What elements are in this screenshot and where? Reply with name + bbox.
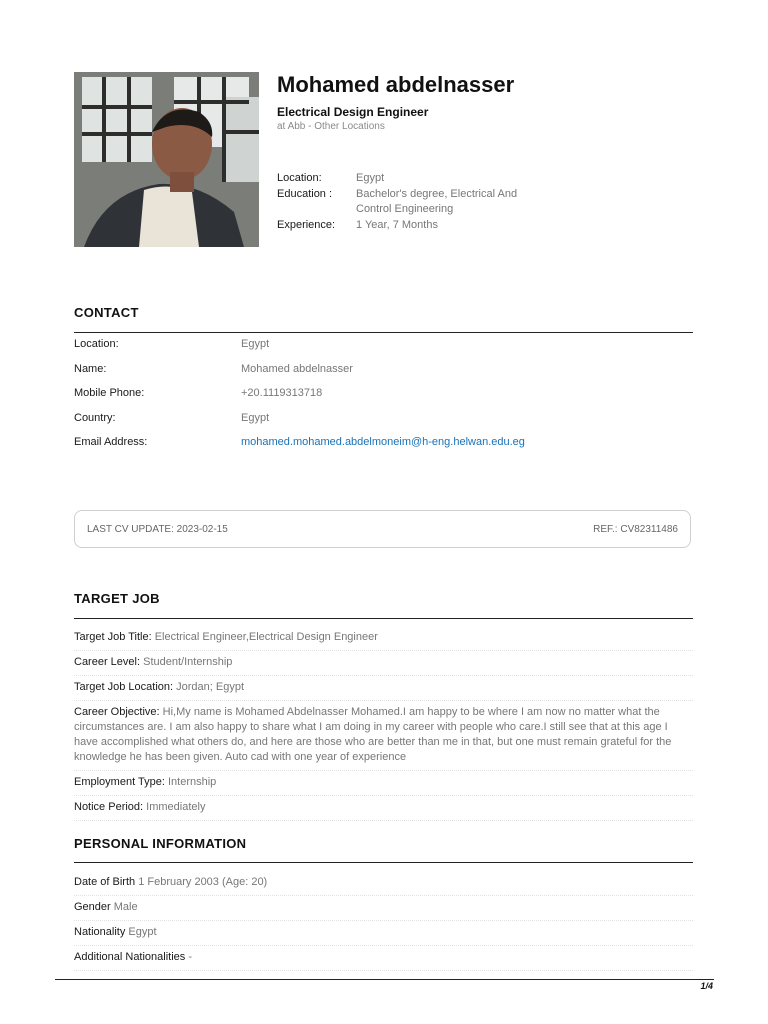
target-job-section-title: TARGET JOB bbox=[74, 591, 160, 606]
contact-divider bbox=[74, 332, 693, 333]
footer-divider bbox=[55, 979, 714, 980]
personal-item bbox=[74, 896, 693, 921]
target-job-item bbox=[74, 626, 693, 651]
contact-row-location bbox=[74, 337, 693, 362]
candidate-name: Mohamed abdelnasser bbox=[277, 72, 515, 97]
personal-value: - bbox=[188, 951, 193, 963]
personal-item bbox=[74, 921, 693, 946]
target-job-key: Career Objective: bbox=[74, 706, 160, 718]
target-job-key: Target Job Title: bbox=[74, 631, 152, 643]
target-job-item bbox=[74, 701, 693, 771]
page-number: 1/4 bbox=[700, 981, 713, 991]
target-job-key: Notice Period: bbox=[74, 801, 144, 813]
contact-row-country bbox=[74, 411, 693, 436]
personal-value: 1 February 2003 (Age: 20) bbox=[138, 876, 268, 888]
email-link[interactable]: mohamed.mohamed.abdelmoneim@h-eng.helwan.edu.eg bbox=[241, 436, 525, 448]
personal-key: Date of Birth bbox=[74, 876, 136, 888]
contact-section-title: CONTACT bbox=[74, 305, 139, 320]
target-job-key: Career Level: bbox=[74, 656, 141, 668]
cv-reference: REF.: CV82311486 bbox=[593, 523, 678, 535]
contact-label: Location: bbox=[74, 338, 119, 350]
contact-row-name bbox=[74, 362, 693, 387]
target-job-key: Target Job Location: bbox=[74, 681, 174, 693]
contact-list bbox=[74, 337, 693, 460]
summary-row-education bbox=[277, 187, 577, 217]
target-job-item bbox=[74, 796, 693, 821]
contact-value: +20.1119313718 bbox=[241, 387, 323, 399]
personal-divider bbox=[74, 862, 693, 863]
target-job-item bbox=[74, 676, 693, 701]
personal-item bbox=[74, 871, 693, 896]
summary-value: 1 Year, 7 Months bbox=[356, 219, 438, 231]
company-location: at Abb - Other Locations bbox=[277, 121, 385, 132]
target-job-list bbox=[74, 626, 693, 821]
target-job-item bbox=[74, 771, 693, 796]
target-job-item bbox=[74, 651, 693, 676]
summary-row-location bbox=[277, 171, 577, 186]
last-cv-update: LAST CV UPDATE: 2023-02-15 bbox=[87, 523, 228, 535]
summary-row-experience bbox=[277, 218, 577, 233]
profile-summary bbox=[277, 171, 577, 234]
personal-key: Nationality bbox=[74, 926, 126, 938]
target-job-value: Hi,My name is Mohamed Abdelnasser Mohamed.I am happy to be where I am now no matter what the circumstances are. I am also happy to share what I am doing in my career with people who care.I still see that at this age I have accomplished what others do, and here are those who are better than me in that, but one must remain grateful for the knowledge he has been given. Auto cad with one year of experience bbox=[74, 706, 672, 763]
target-job-value: Immediately bbox=[146, 801, 206, 813]
target-job-divider bbox=[74, 618, 693, 619]
job-title: Electrical Design Engineer bbox=[277, 105, 429, 119]
summary-label: Experience: bbox=[277, 219, 336, 231]
summary-value: Egypt bbox=[356, 172, 385, 184]
contact-row-mobile bbox=[74, 386, 693, 411]
target-job-value: Student/Internship bbox=[143, 656, 233, 668]
contact-label: Mobile Phone: bbox=[74, 387, 145, 399]
personal-key: Additional Nationalities bbox=[74, 951, 186, 963]
target-job-value: Jordan; Egypt bbox=[176, 681, 245, 693]
contact-label: Email Address: bbox=[74, 436, 148, 448]
cv-update-box bbox=[74, 510, 691, 548]
personal-key: Gender bbox=[74, 901, 111, 913]
contact-label: Name: bbox=[74, 362, 107, 375]
contact-value: Egypt bbox=[241, 338, 270, 350]
contact-label: Country: bbox=[74, 411, 116, 424]
target-job-value: Electrical Engineer,Electrical Design Engineer bbox=[154, 631, 378, 643]
target-job-value: Internship bbox=[167, 776, 217, 788]
personal-section-title: PERSONAL INFORMATION bbox=[74, 836, 247, 851]
personal-item bbox=[74, 946, 693, 971]
summary-value: Bachelor's degree, Electrical And Control Engineering bbox=[356, 188, 518, 215]
contact-row-email bbox=[74, 435, 693, 460]
summary-label: Education : bbox=[277, 188, 333, 200]
personal-value: Male bbox=[113, 901, 138, 913]
contact-value: Mohamed abdelnasser bbox=[241, 362, 353, 375]
contact-value: Egypt bbox=[241, 411, 270, 424]
summary-label: Location: bbox=[277, 172, 322, 184]
personal-value: Egypt bbox=[128, 926, 157, 938]
profile-photo bbox=[74, 72, 259, 247]
personal-list bbox=[74, 871, 693, 971]
target-job-key: Employment Type: bbox=[74, 776, 165, 788]
